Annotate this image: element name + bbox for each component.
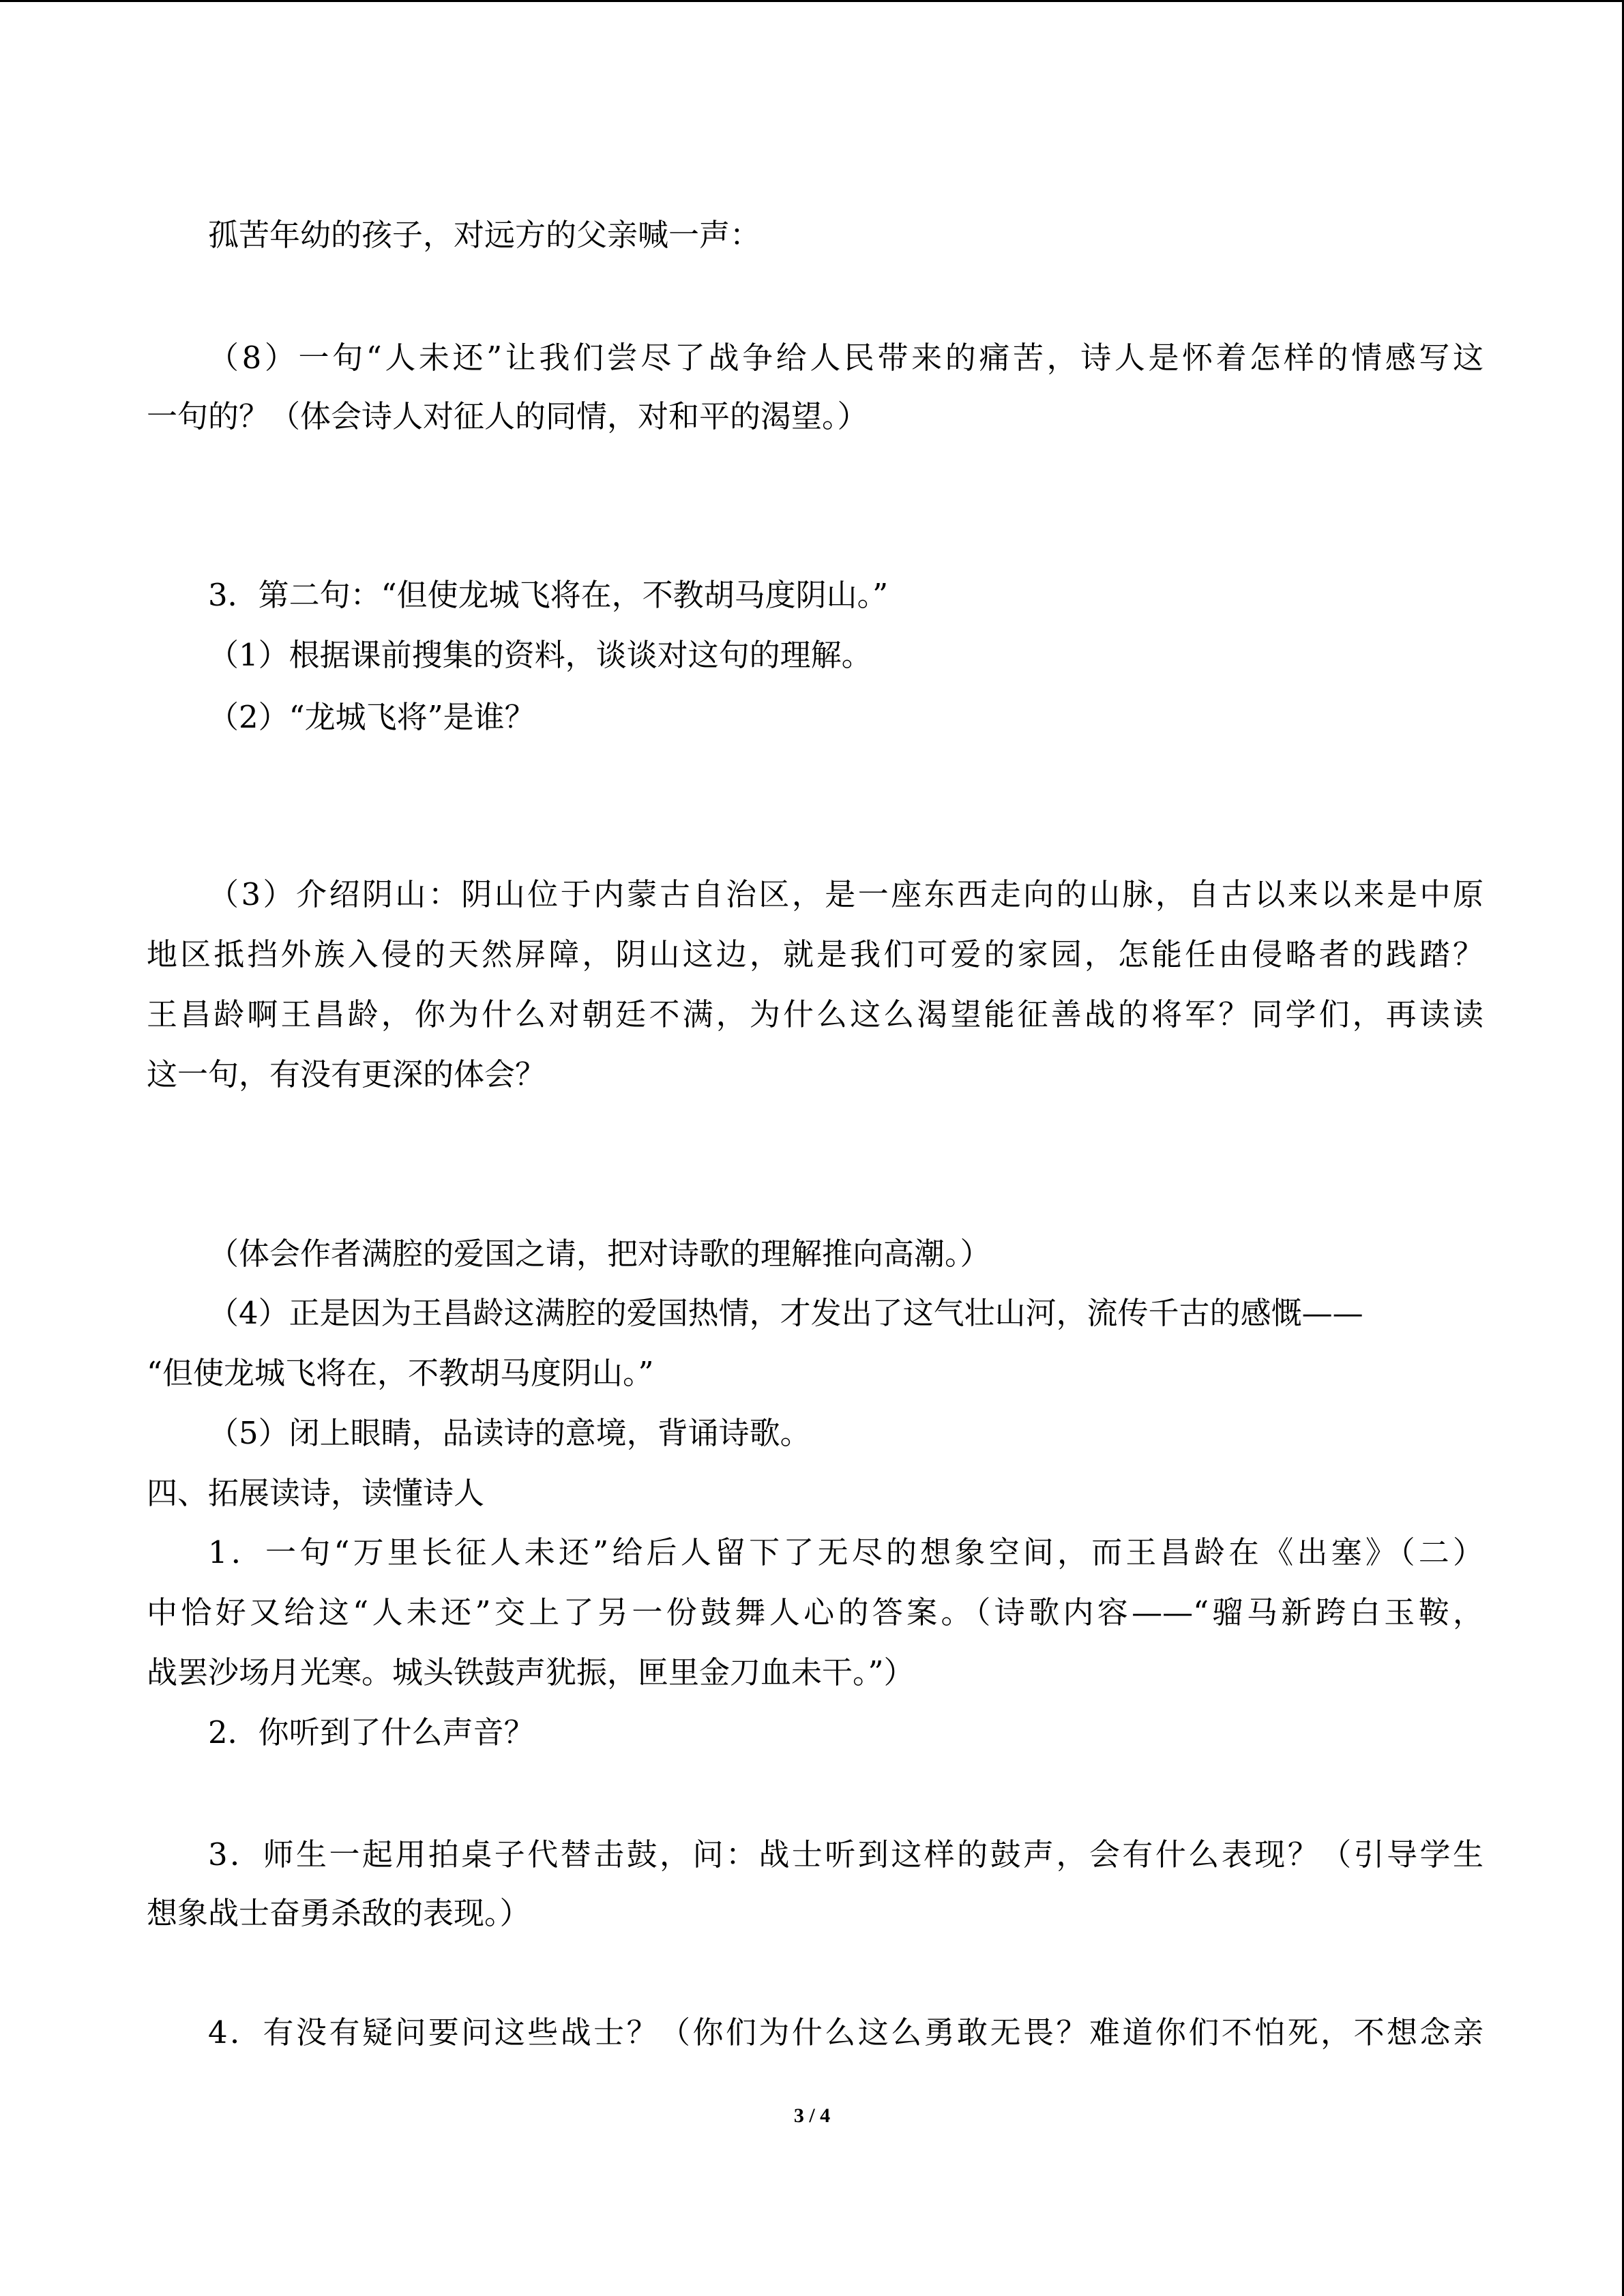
text-line: 王昌龄啊王昌龄，你为什么对朝廷不满，为什么这么渴望能征善战的将军？同学们，再读读: [147, 996, 1483, 1032]
text-line: （体会作者满腔的爱国之请，把对诗歌的理解推向高潮。）: [208, 1236, 991, 1272]
text-line: 1．一句“万里长征人未还”给后人留下了无尽的想象空间，而王昌龄在《出塞》（二）: [208, 1534, 1483, 1570]
page-number: 3 / 4: [793, 2104, 831, 2127]
text-line: （5）闭上眼睛，品读诗的意境，背诵诗歌。: [208, 1415, 811, 1451]
text-line: （3）介绍阴山：阴山位于内蒙古自治区，是一座东西走向的山脉，自古以来以来是中原: [208, 876, 1483, 912]
text-line: 地区抵挡外族入侵的天然屏障，阴山这边，就是我们可爱的家园，怎能任由侵略者的践踏？: [147, 936, 1483, 972]
text-line: 这一句，有没有更深的体会？: [147, 1056, 546, 1092]
text-line: 战罢沙场月光寒。城头铁鼓声犹振，匣里金刀血未干。”）: [147, 1654, 915, 1690]
text-line: （4）正是因为王昌龄这满腔的爱国热情，才发出了这气壮山河，流传千古的感慨——: [208, 1295, 1363, 1331]
text-line: 想象战士奋勇杀敌的表现。）: [147, 1895, 531, 1931]
text-line: 中恰好又给这“人未还”交上了另一份鼓舞人心的答案。（诗歌内容——“骝马新跨白玉鞍，: [147, 1594, 1483, 1630]
text-line: 3．师生一起用拍桌子代替击鼓，问：战士听到这样的鼓声，会有什么表现？（引导学生: [208, 1836, 1483, 1873]
text-line: “但使龙城飞将在，不教胡马度阴山。”: [147, 1355, 654, 1391]
text-line: （1）根据课前搜集的资料，谈谈对这句的理解。: [208, 637, 872, 673]
text-line: 孤苦年幼的孩子，对远方的父亲喊一声：: [208, 217, 761, 253]
text-line: （2）“龙城飞将”是谁？: [208, 699, 535, 735]
section-heading: 四、拓展读诗，读懂诗人: [147, 1475, 485, 1511]
text-line: 3．第二句：“但使龙城飞将在，不教胡马度阴山。”: [208, 577, 889, 613]
text-line: 4．有没有疑问要问这些战士？（你们为什么这么勇敢无畏？难道你们不怕死，不想念亲: [208, 2014, 1483, 2051]
page-border-top: [0, 0, 1624, 2]
text-line: 2．你听到了什么声音？: [208, 1714, 535, 1750]
text-line: 一句的？（体会诗人对征人的同情，对和平的渴望。）: [147, 398, 868, 434]
text-line: （8）一句“人未还”让我们尝尽了战争给人民带来的痛苦，诗人是怀着怎样的情感写这: [208, 340, 1483, 376]
